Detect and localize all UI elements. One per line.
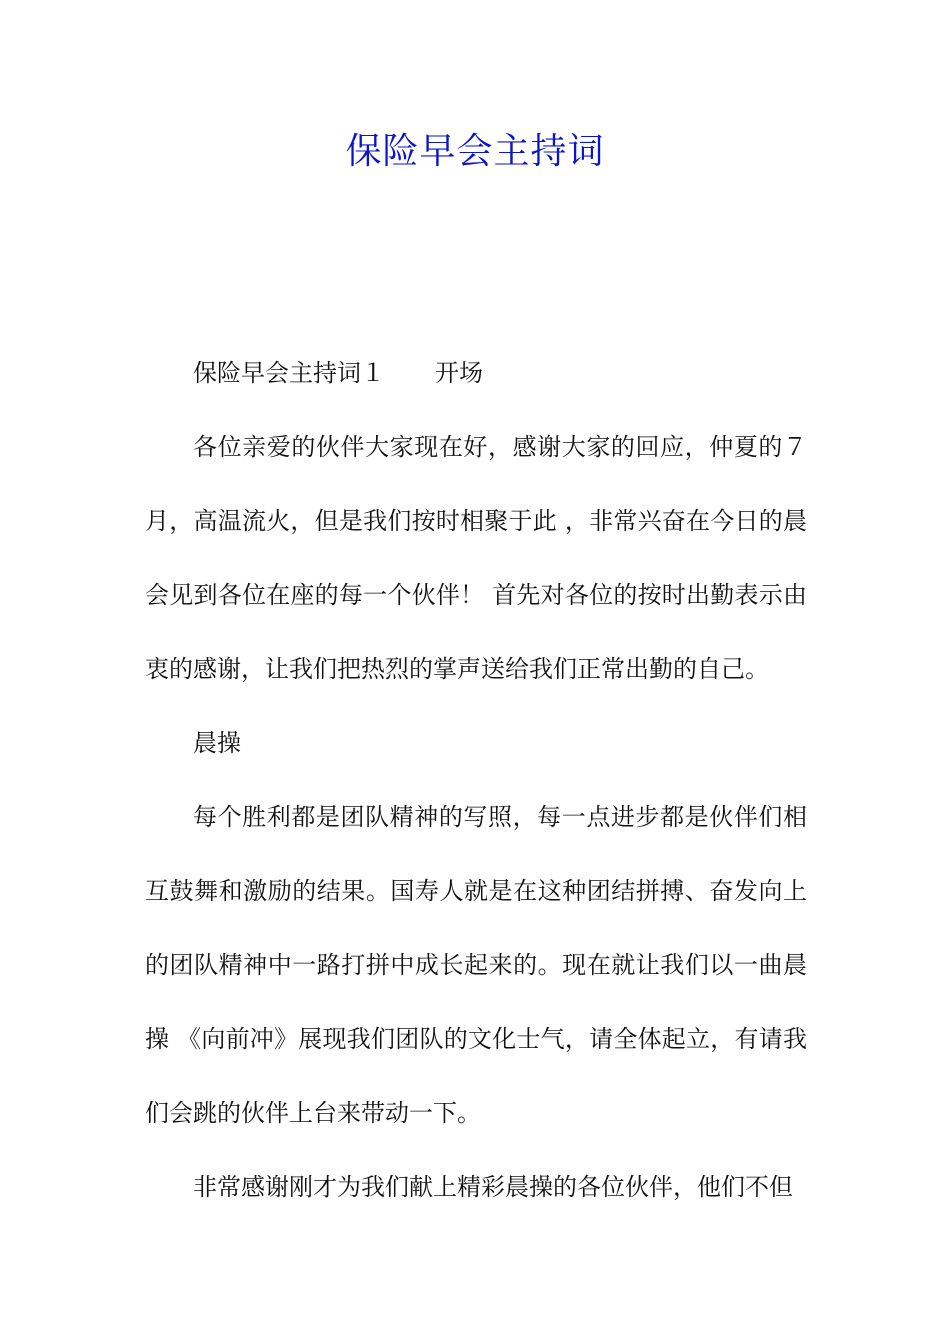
heading-sub: 开场: [435, 359, 483, 387]
document-title: 保险早会主持词: [345, 131, 605, 172]
paragraph-thanks: 非常感谢刚才为我们献上精彩晨操的各位伙伴，他们不但: [193, 1173, 793, 1201]
paragraph-opening: 各位亲爱的伙伴大家现在好，感谢大家的回应，仲夏的７月，高温流火，但是我们按时相聚于此 ，非常兴奋在今日的晨会见到各位在座的每一个伙伴！ 首先对各位的按时出勤表示由衷的感谢，让我们把热烈的掌声送给我们正常出勤的自己。: [145, 433, 807, 683]
section-heading-morning-exercise: 晨操: [193, 729, 241, 757]
heading-main: 保险早会主持词１: [193, 359, 385, 387]
section-heading-opening: [145, 336, 807, 410]
document-body: [145, 336, 807, 1224]
paragraph-morning-exercise: 每个胜利都是团队精神的写照，每一点进步都是伙伴们相互鼓舞和激励的结果。国寿人就是在这种团结拼搏、奋发向上的团队精神中一路打拼中成长起来的。现在就让我们以一曲晨操 《向前冲》展现我们团队的文化士气，请全体起立，有请我们会跳的伙伴上台来带动一下。: [145, 803, 807, 1127]
